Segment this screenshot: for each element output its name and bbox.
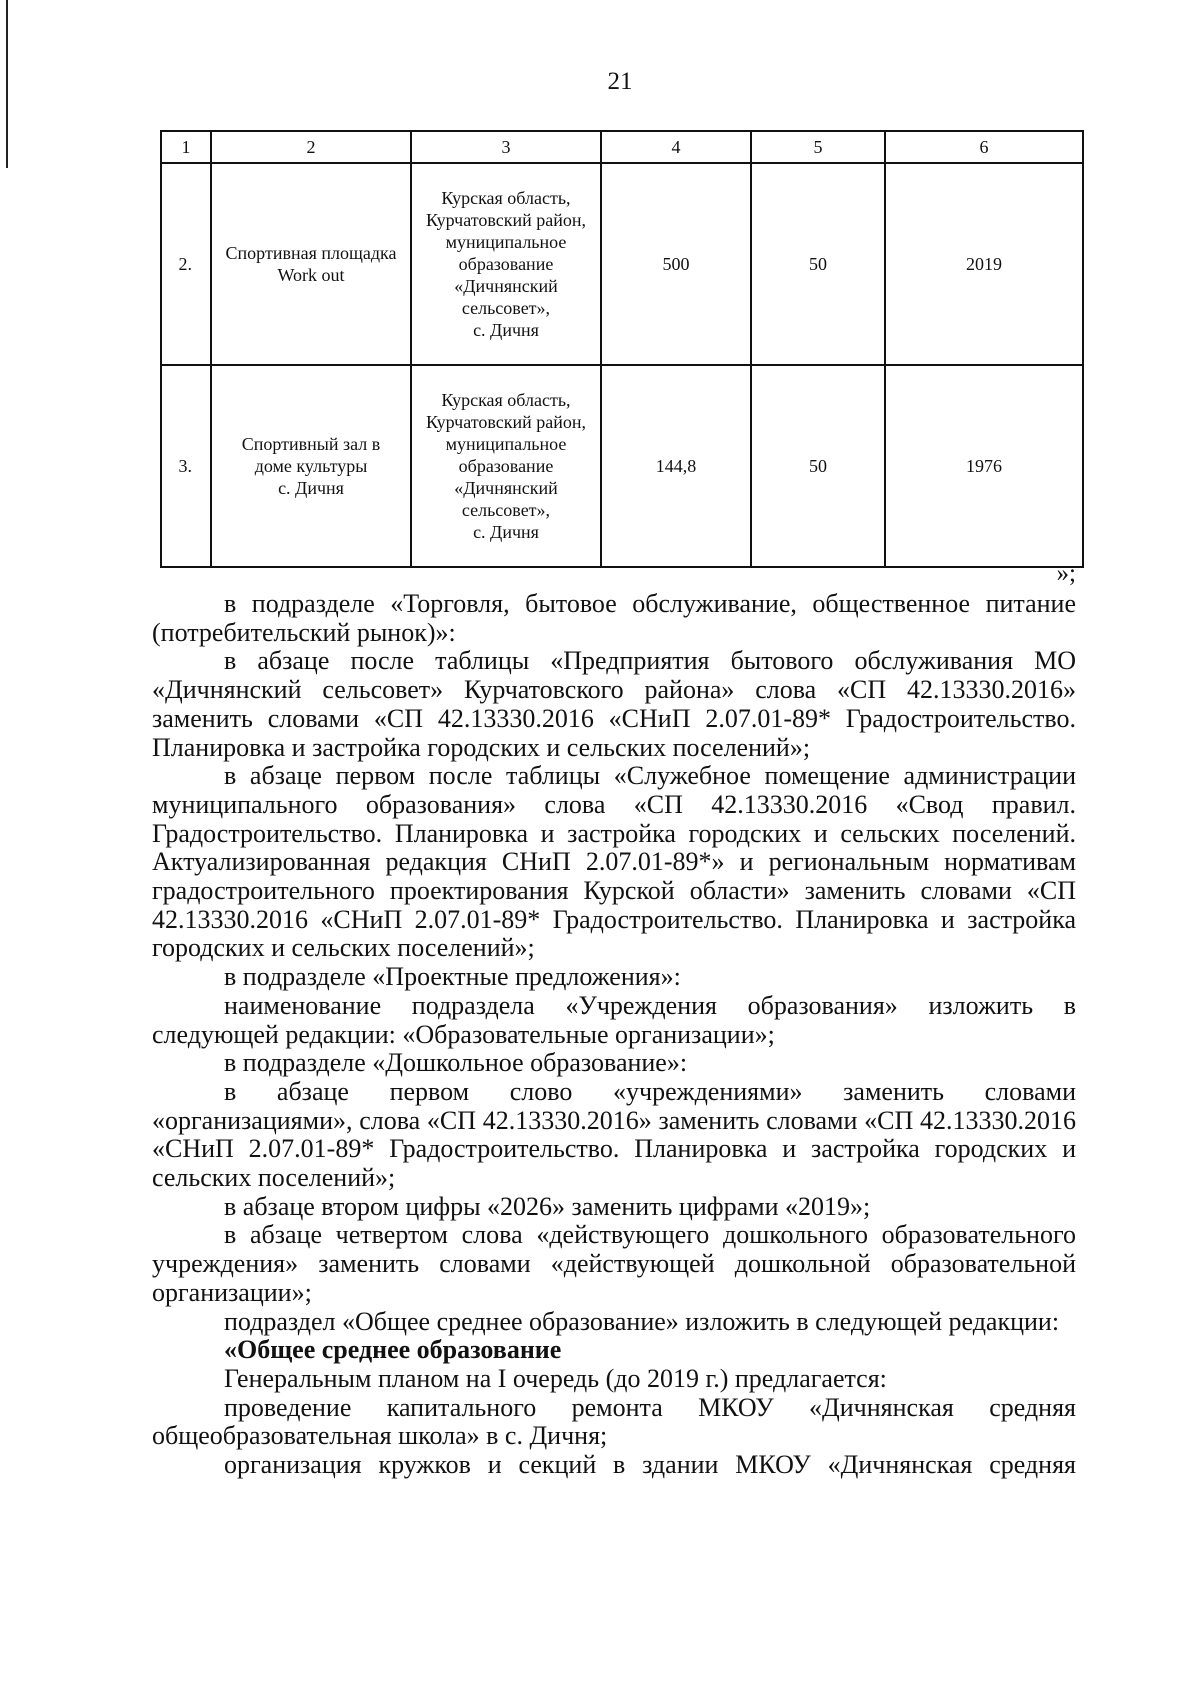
row-number: 3.	[161, 365, 211, 567]
paragraph: Генеральным планом на I очередь (до 2019 г.) предлагается:	[224, 1363, 887, 1393]
header-cell: 1	[161, 131, 211, 163]
header-cell: 2	[211, 131, 411, 163]
address-line: Курчатовский район,	[425, 210, 587, 230]
address-line: сельсовет»,	[461, 500, 551, 520]
facility-address	[411, 163, 601, 365]
table-closing-quote: »;	[1056, 560, 1076, 587]
header-cell: 4	[601, 131, 751, 163]
facility-name-line: Спортивная площадка	[225, 243, 397, 263]
row-number: 2.	[161, 163, 211, 365]
header-cell: 6	[885, 131, 1083, 163]
address-line: сельсовет»,	[461, 298, 551, 318]
address-line: «Дичнянский	[454, 478, 558, 498]
facility-area: 500	[601, 163, 751, 365]
paragraph: организация кружков и секций в здании МКОУ «Дичнянская средняя	[224, 1450, 1076, 1480]
section-heading: «Общее среднее образование	[224, 1335, 562, 1365]
facility-name-line: Спортивный зал в	[241, 434, 381, 454]
paragraph: в подразделе «Проектные предложения»:	[224, 962, 681, 992]
paragraph: проведение капитального ремонта МКОУ «Дичнянская средняя общеобразовательная школа» в с. Дичня;	[152, 1392, 1076, 1451]
address-line: Курская область,	[441, 188, 571, 208]
paragraph: наименование подраздела «Учреждения образования» изложить в следующей редакции: «Образовательные организации»;	[152, 990, 1076, 1049]
address-line: с. Дичня	[473, 522, 539, 542]
address-line: Курская область,	[441, 390, 571, 410]
facility-area: 144,8	[601, 365, 751, 567]
document-body	[152, 590, 1076, 1480]
paragraph: в абзаце четвертом слова «действующего дошкольного образовательного учреждения» заменить словами «действующей дошкольной образовательной организации»;	[152, 1220, 1076, 1307]
table-row	[161, 163, 1083, 365]
paragraph: подраздел «Общее среднее образование» изложить в следующей редакции:	[224, 1306, 1060, 1336]
facility-capacity: 50	[751, 163, 885, 365]
paragraph: в абзаце после таблицы «Предприятия бытового обслуживания МО «Дичнянский сельсовет» Курчатовского района» слова «СП 42.13330.2016» заменить словами «СП 42.13330.2016 «СНиП 2.07.01-89* Градостроительство. Планировка и застройка городских и сельских поселений»;	[152, 646, 1076, 762]
address-line: с. Дичня	[473, 320, 539, 340]
facility-name-line: с. Дичня	[278, 478, 344, 498]
address-line: муниципальное	[445, 434, 567, 454]
facility-name	[211, 365, 411, 567]
facility-name-line: доме культуры	[254, 456, 368, 476]
table-header-row	[161, 131, 1083, 163]
address-line: образование	[458, 456, 554, 476]
paragraph: в абзаце втором цифры «2026» заменить цифрами «2019»;	[224, 1191, 871, 1221]
header-cell: 5	[751, 131, 885, 163]
facility-address	[411, 365, 601, 567]
paragraph: в подразделе «Торговля, бытовое обслуживание, общественное питание (потребительский рынок)»:	[152, 589, 1076, 647]
paragraph: в абзаце первом после таблицы «Служебное помещение администрации муниципального образования» слова «СП 42.13330.2016 «Свод правил. Градостроительство. Планировка и застройка городских и сельских поселений. Актуализированная редакция СНиП 2.07.01-89*» и региональным нормативам градостроительного проектирования Курской области» заменить словами «СП 42.13330.2016 «СНиП 2.07.01-89* Градостроительство. Планировка и застройка городских и сельских поселений»;	[152, 761, 1076, 963]
facility-name	[211, 163, 411, 365]
page-number: 21	[607, 68, 633, 95]
sports-facilities-table	[160, 130, 1082, 568]
facility-year: 1976	[885, 365, 1083, 567]
facility-year: 2019	[885, 163, 1083, 365]
facility-capacity: 50	[751, 365, 885, 567]
address-line: муниципальное	[445, 232, 567, 252]
paragraph: в подразделе «Дошкольное образование»:	[224, 1048, 688, 1078]
header-cell: 3	[411, 131, 601, 163]
paragraph: в абзаце первом слово «учреждениями» заменить словами «организациями», слова «СП 42.13330.2016» заменить словами «СП 42.13330.2016 «СНиП 2.07.01-89* Градостроительство. Планировка и застройка городских и сельских поселений»;	[152, 1076, 1076, 1193]
address-line: Курчатовский район,	[425, 412, 587, 432]
table-row	[161, 365, 1083, 567]
address-line: образование	[458, 254, 554, 274]
address-line: «Дичнянский	[454, 276, 558, 296]
facility-name-line: Work out	[277, 265, 345, 285]
